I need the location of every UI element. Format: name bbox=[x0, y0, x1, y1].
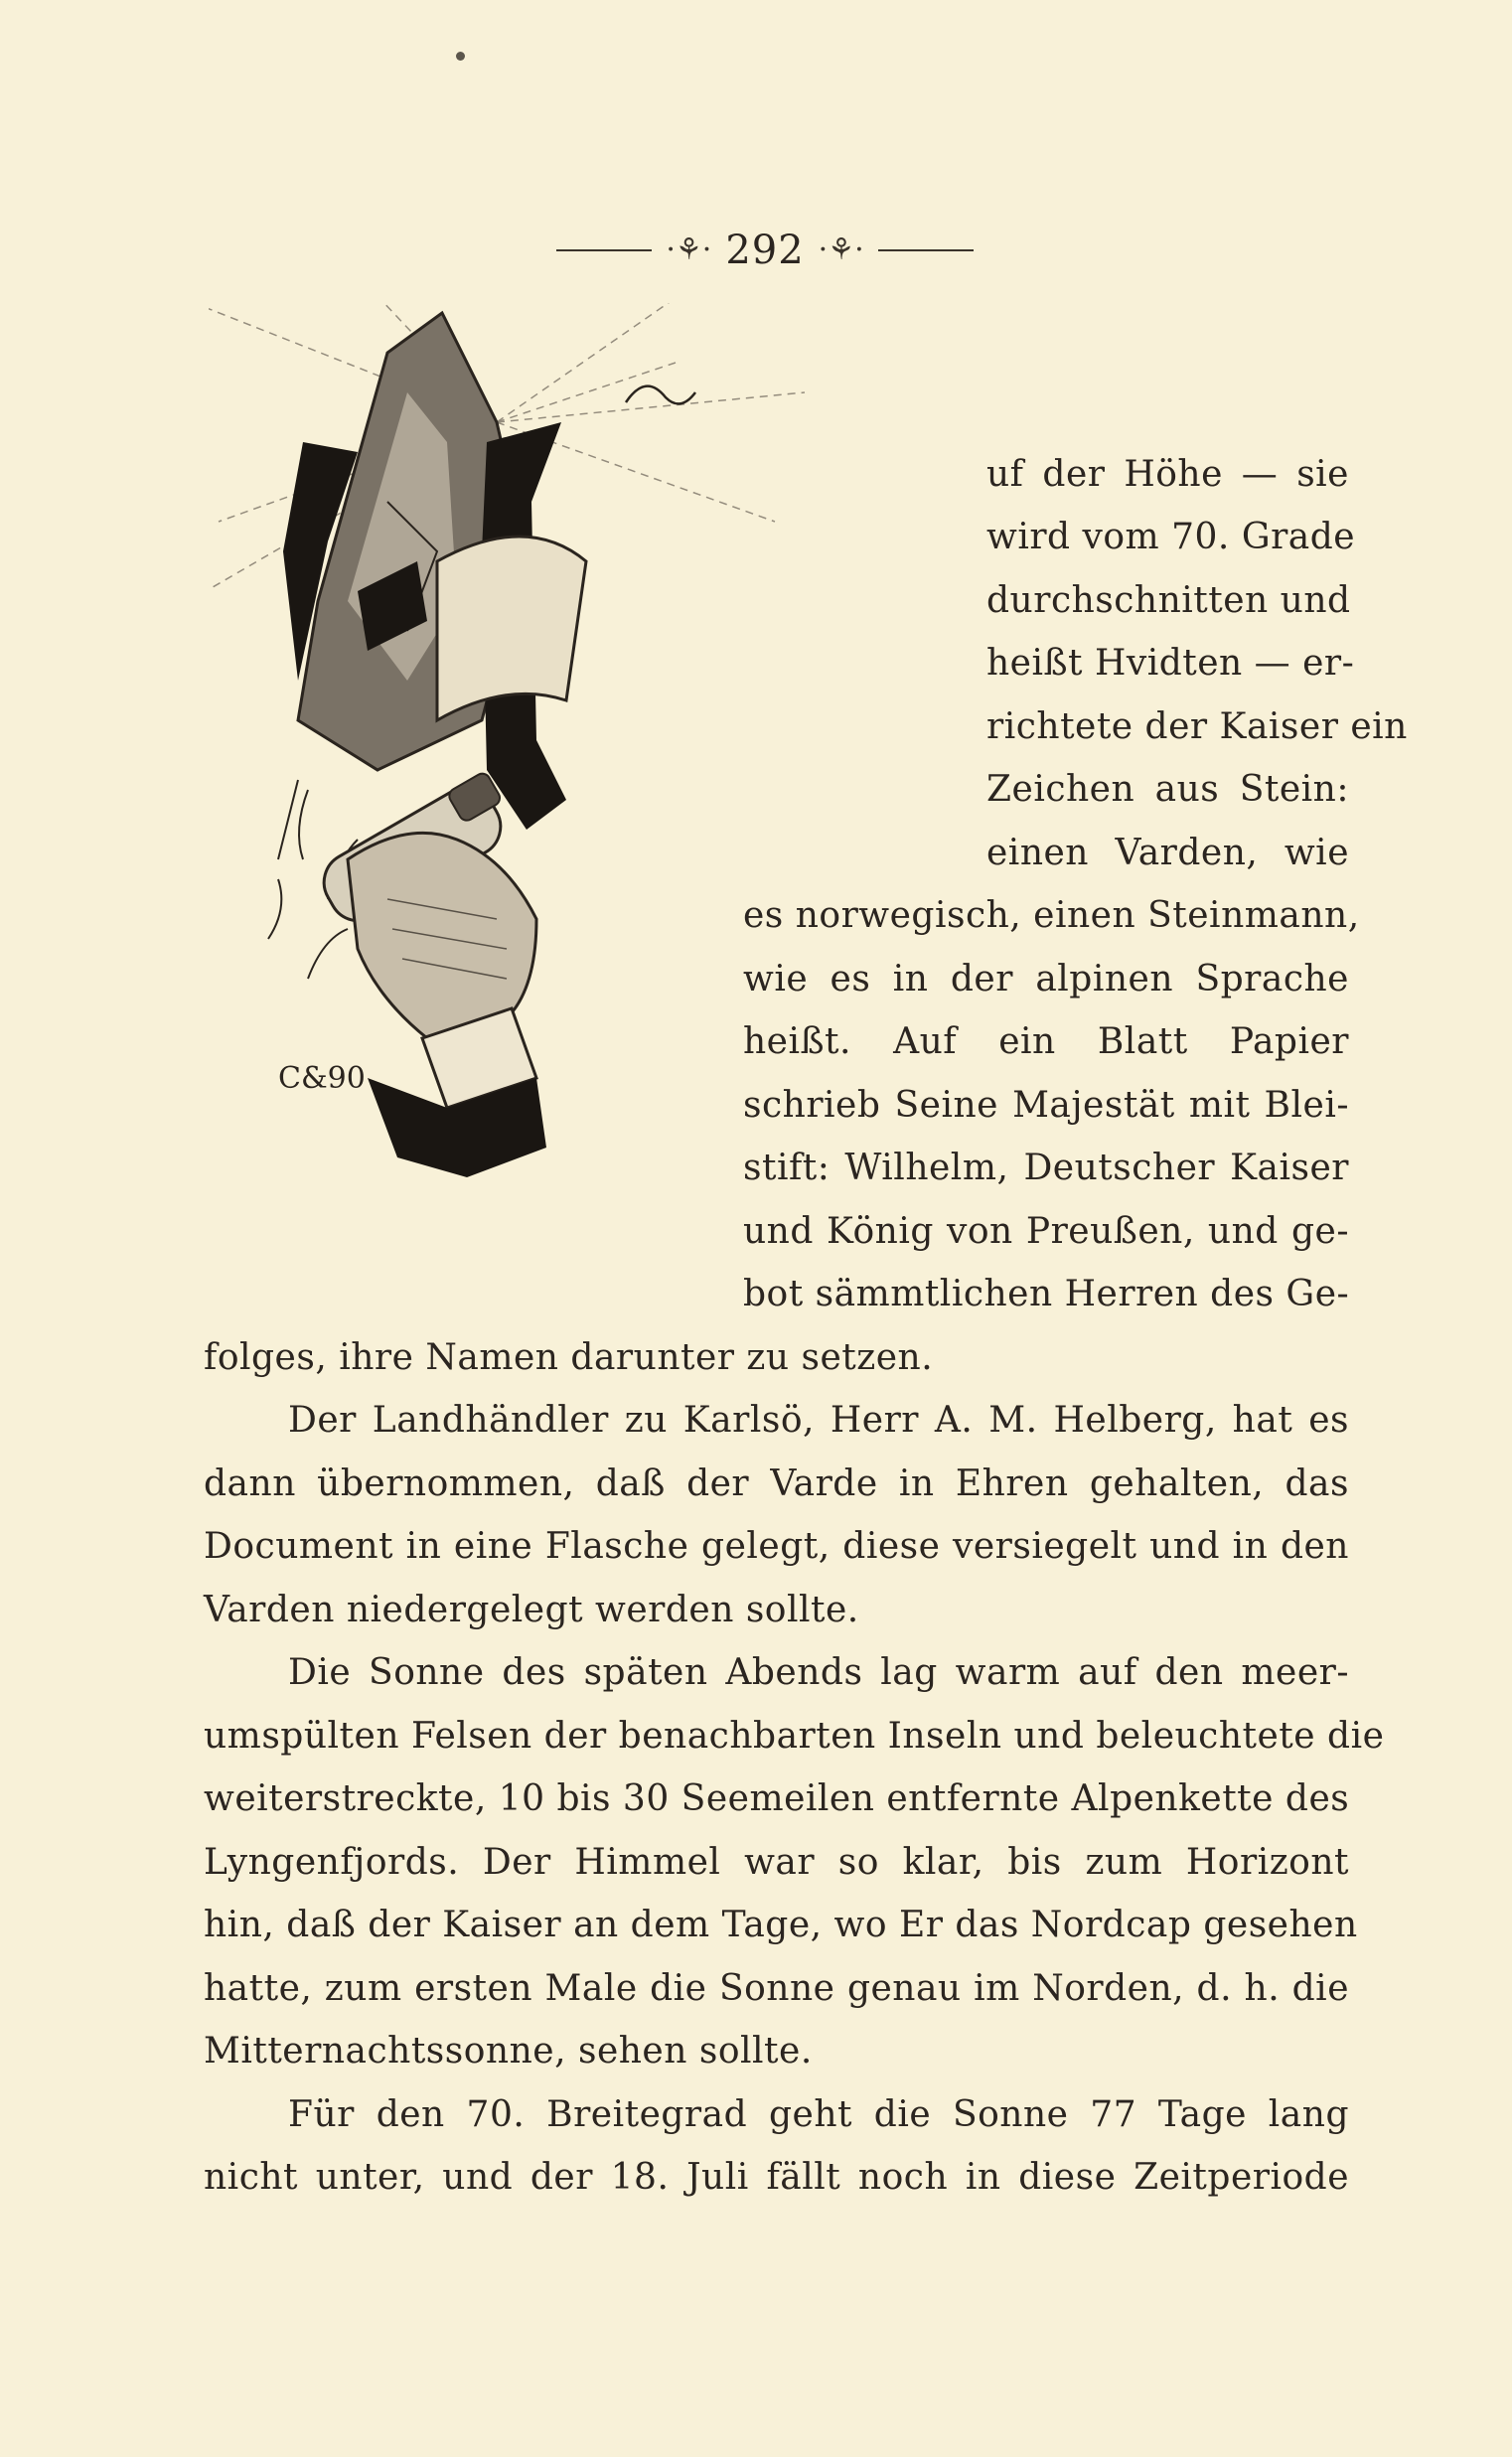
text-line-13: und König von Preußen, und ge- bbox=[743, 1211, 1349, 1252]
text-line-22: weiterstreckte, 10 bis 30 Seemeilen entfernte Alpenkette des bbox=[204, 1778, 1350, 1819]
paper-scroll bbox=[437, 537, 586, 720]
page-mark-dot bbox=[456, 52, 465, 61]
text-line-9: wie es in der alpinen Sprache bbox=[743, 959, 1349, 999]
text-line-1: uf der Höhe — sie bbox=[986, 454, 1349, 495]
text-line-28: nicht unter, und der 18. Juli fällt noch in diese Zeitperiode bbox=[204, 2157, 1349, 2198]
hand-illustration bbox=[348, 833, 536, 1038]
text-line-4: heißt Hvidten — er- bbox=[986, 643, 1355, 684]
text-line-12: stift: Wilhelm, Deutscher Kaiser bbox=[743, 1148, 1349, 1188]
text-line-2: wird vom 70. Grade bbox=[986, 517, 1356, 557]
text-line-20: Die Sonne des späten Abends lag warm auf den meer- bbox=[288, 1652, 1349, 1693]
text-line-17: dann übernommen, daß der Varde in Ehren gehalten, das bbox=[204, 1463, 1349, 1504]
header-rule-left bbox=[556, 249, 652, 251]
text-line-27: Für den 70. Breitegrad geht die Sonne 77 Tage lang bbox=[288, 2094, 1349, 2135]
artist-monogram: C&90 bbox=[278, 1061, 366, 1096]
text-line-14: bot sämmtlichen Herren des Ge- bbox=[743, 1274, 1350, 1314]
text-line-7: einen Varden, wie bbox=[986, 833, 1349, 873]
page-number: 292 bbox=[725, 228, 805, 273]
text-line-26: Mitternachtssonne, sehen sollte. bbox=[204, 2031, 813, 2072]
text-line-19: Varden niedergelegt werden sollte. bbox=[204, 1590, 859, 1630]
page-header bbox=[556, 221, 974, 280]
text-line-25: hatte, zum ersten Male die Sonne genau im Norden, d. h. die bbox=[204, 1968, 1349, 2009]
text-line-8: es norwegisch, einen Steinmann, bbox=[743, 895, 1360, 936]
text-line-6: Zeichen aus Stein: bbox=[986, 769, 1349, 810]
text-line-15: folges, ihre Namen darunter zu setzen. bbox=[204, 1337, 934, 1378]
flourish bbox=[626, 386, 695, 404]
text-line-21: umspülten Felsen der benachbarten Inseln und beleuchtete die bbox=[204, 1716, 1385, 1757]
text-line-18: Document in eine Flasche gelegt, diese versiegelt und in den bbox=[204, 1526, 1349, 1567]
text-line-16: Der Landhändler zu Karlsö, Herr A. M. Helberg, hat es bbox=[288, 1400, 1349, 1441]
text-line-5: richtete der Kaiser ein bbox=[986, 706, 1408, 747]
header-rule-right bbox=[878, 249, 974, 251]
text-line-11: schrieb Seine Majestät mit Blei- bbox=[743, 1085, 1349, 1126]
text-line-3: durchschnitten und bbox=[986, 580, 1351, 621]
text-line-23: Lyngenfjords. Der Himmel war so klar, bis zum Horizont bbox=[204, 1842, 1349, 1883]
header-ornament-left: ·⚘· bbox=[666, 232, 712, 267]
text-line-10: heißt. Auf ein Blatt Papier bbox=[743, 1021, 1349, 1062]
header-ornament-right: ·⚘· bbox=[818, 232, 864, 267]
text-line-24: hin, daß der Kaiser an dem Tage, wo Er das Nordcap gesehen bbox=[204, 1905, 1358, 1945]
